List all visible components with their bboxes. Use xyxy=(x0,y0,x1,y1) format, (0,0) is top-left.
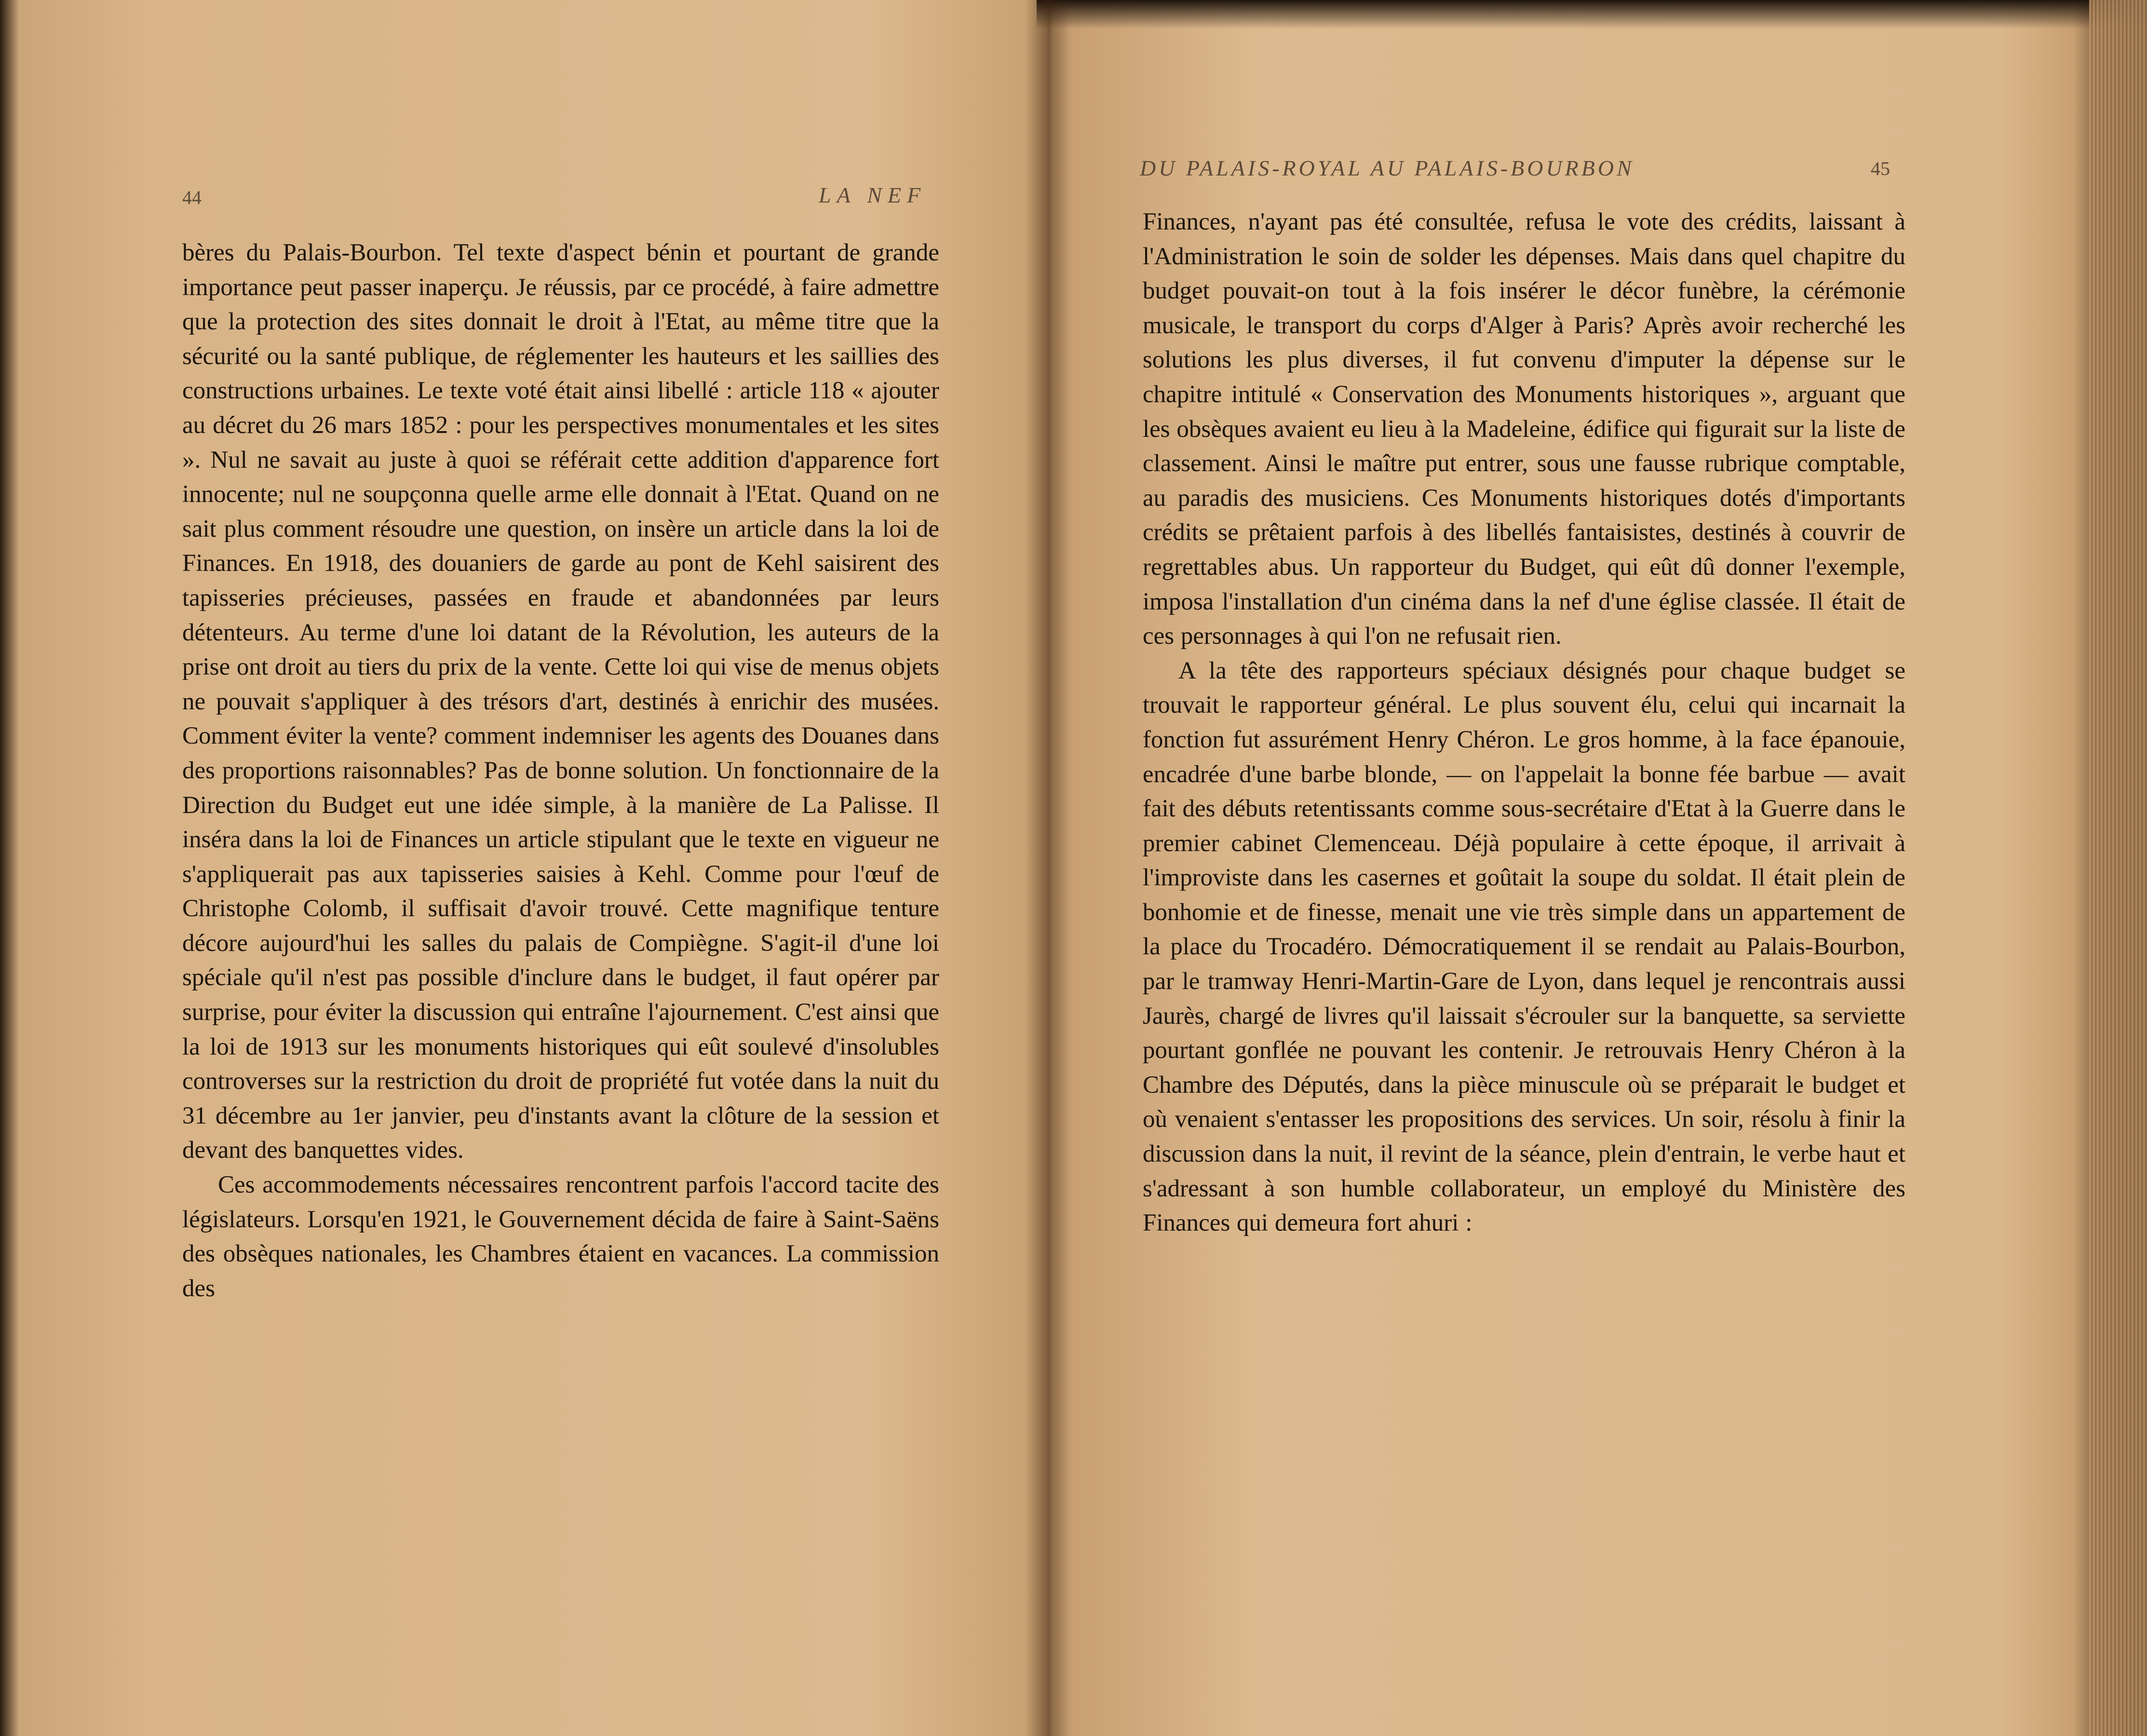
paragraph: bères du Palais-Bourbon. Tel texte d'aspect bénin et pourtant de grande importance peut passer inaperçu. Je réussis, par ce procédé, à faire admettre que la protection des sites donnait le droit à l'Etat, au même titre que la sécurité ou la santé publique, de réglementer les hauteurs et les saillies des constructions urbaines. Le texte voté était ainsi libellé : article 118 « ajouter au décret du 26 mars 1852 : pour les perspectives monumentales et les sites ». Nul ne savait au juste à quoi se référait cette addition d'apparence fort innocente; nul ne soupçonna quelle arme elle donnait à l'Etat. Quand on ne sait plus comment résoudre une question, on insère un article dans la loi de Finances. En 1918, des douaniers de garde au pont de Kehl saisirent des tapisseries précieuses, passées en fraude et abandonnées par leurs détenteurs. Au terme d'une loi datant de la Révolution, les auteurs de la prise ont droit au tiers du prix de la vente. Cette loi qui vise de menus objets ne pouvait s'appliquer à des trésors d'art, destinés à enrichir des musées. Comment éviter la vente? comment indemniser les agents des Douanes dans des proportions raisonnables? Pas de bonne solution. Un fonctionnaire de la Direction du Budget eut une idée simple, à la manière de La Palisse. Il inséra dans la loi de Finances un article stipulant que le texte en vigueur ne s'appliquerait pas aux tapisseries saisies à Kehl. Comme pour l'œuf de Christophe Colomb, il suffisait d'avoir trouvé. Cette magnifique tenture décore aujourd'hui les salles du palais de Compiègne. S'agit-il d'une loi spéciale qu'il n'est pas possible d'inclure dans le budget, il faut opérer par surprise, pour éviter la discussion qui entraîne l'ajournement. C'est ainsi que la loi de 1913 sur les monuments historiques qui eût soulevé d'insolubles controverses sur la restriction du droit de propriété fut votée dans la nuit du 31 décembre au 1er janvier, peu d'instants avant la clôture de la session et devant des banquettes vides. xyxy=(182,239,939,1164)
paragraph: Ces accommodements nécessaires rencontrent parfois l'accord tacite des législateurs. Lorsqu'en 1921, le Gouvernement décida de faire à Saint-Saëns des obsèques nationales, les Chambres étaient en vacances. La commission des xyxy=(182,1171,939,1302)
page-edges xyxy=(2089,0,2147,1736)
running-head: LA NEF xyxy=(819,183,927,207)
paragraph: A la tête des rapporteurs spéciaux désignés pour chaque budget se trouvait le rapporteur général. Le plus souvent élu, celui qui incarnait la fonction fut assurément Henry Chéron. Le gros homme, à la face épanouie, encadrée d'une barbe blonde, — on l'appelait la bonne fée barbue — avait fait des débuts retentissants comme sous-secrétaire d'Etat à la Guerre dans le premier cabinet Clemenceau. Déjà populaire à cette époque, il arrivait à l'improviste dans les casernes et goûtait la soupe du soldat. Il était plein de bonhomie et de finesse, menait une vie très simple dans un appartement de la place du Trocadéro. Démocratiquement il se rendait au Palais-Bourbon, par le tramway Henri-Martin-Gare de Lyon, dans lequel je rencontrais aussi Jaurès, chargé de livres qu'il laissait s'écrouler sur la banquette, sa serviette pourtant gonflée ne pouvant les contenir. Je retrouvais Henry Chéron à la Chambre des Députés, dans la pièce minuscule où se préparait le budget et où venaient s'entasser les propositions des services. Un soir, résolu à finir la discussion dans la nuit, il revint de la séance, plein d'entrain, le verbe haut et s'adressant à son humble collaborateur, un employé du Ministère des Finances qui demeura fort ahuri : xyxy=(1143,657,1905,1237)
left-page xyxy=(0,0,1049,1736)
right-body-text xyxy=(1143,205,1905,1241)
page-number: 44 xyxy=(182,187,202,208)
paragraph: Finances, n'ayant pas été consultée, refusa le vote des crédits, laissant à l'Administration le soin de solder les dépenses. Mais dans quel chapitre du budget pouvait-on tout à la fois insérer le décor funèbre, la cérémonie musicale, le transport du corps d'Alger à Paris? Après avoir recherché les solutions les plus diverses, il fut convenu d'imputer la dépense sur le chapitre intitulé « Conservation des Monuments historiques », arguant que les obsèques avaient eu lieu à la Madeleine, édifice qui figurait sur la liste de classement. Ainsi le maître put entrer, sous une fausse rubrique comptable, au paradis des musiciens. Ces Monuments historiques dotés d'importants crédits se prêtaient parfois à des libellés fantaisistes, destinés à couvrir de regrettables abus. Un rapporteur du Budget, qui eût dû donner l'exemple, imposa l'installation d'un cinéma dans la nef d'une église classée. Il était de ces personnages à qui l'on ne refusait rien. xyxy=(1143,208,1905,650)
left-body-text xyxy=(182,236,939,1306)
running-head: DU PALAIS-ROYAL AU PALAIS-BOURBON xyxy=(1140,156,1634,180)
page-number: 45 xyxy=(1871,158,1890,179)
